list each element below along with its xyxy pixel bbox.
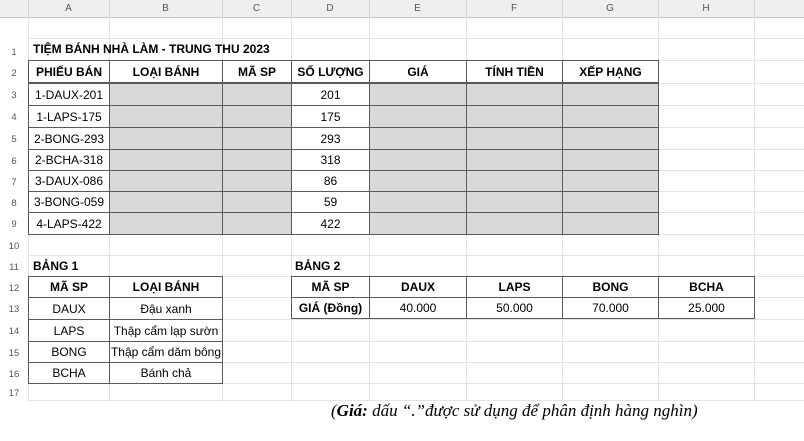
empty-input-cell[interactable] bbox=[466, 149, 563, 171]
select-all-corner[interactable] bbox=[0, 0, 29, 17]
bang2-row-label-gia[interactable]: GIÁ (Đồng) bbox=[291, 297, 370, 319]
phieu-ban-cell[interactable]: 3-DAUX-086 bbox=[28, 170, 110, 192]
bang2-price-bcha[interactable]: 25.000 bbox=[658, 297, 755, 319]
price-note-bold: Giá: bbox=[336, 401, 368, 420]
row-header[interactable]: 16 bbox=[8, 369, 20, 380]
empty-input-cell[interactable] bbox=[562, 127, 659, 150]
sheet-title: TIỆM BÁNH NHÀ LÀM - TRUNG THU 2023 bbox=[33, 42, 270, 56]
row-header[interactable]: 7 bbox=[11, 177, 17, 188]
bang1-header-ma-sp[interactable]: MÃ SP bbox=[28, 276, 110, 298]
empty-input-cell[interactable] bbox=[369, 170, 467, 192]
column-header-e[interactable]: E bbox=[369, 0, 467, 17]
empty-input-cell[interactable] bbox=[109, 149, 223, 171]
bang1-header-loai-banh[interactable]: LOẠI BÁNH bbox=[109, 276, 223, 298]
empty-input-cell[interactable] bbox=[222, 149, 292, 171]
bang1-title: BẢNG 1 bbox=[33, 259, 79, 273]
header-gia[interactable]: GIÁ bbox=[369, 60, 467, 83]
row-header[interactable]: 17 bbox=[8, 388, 20, 399]
row-header[interactable]: 3 bbox=[11, 90, 17, 101]
header-ma-sp[interactable]: MÃ SP bbox=[222, 60, 292, 83]
empty-input-cell[interactable] bbox=[562, 105, 659, 128]
row-header[interactable]: 9 bbox=[11, 219, 17, 230]
header-phieu-ban[interactable]: PHIẾU BÁN bbox=[28, 60, 110, 83]
empty-input-cell[interactable] bbox=[222, 170, 292, 192]
column-header-f[interactable]: F bbox=[466, 0, 563, 17]
empty-input-cell[interactable] bbox=[369, 105, 467, 128]
empty-input-cell[interactable] bbox=[109, 191, 223, 213]
row-header[interactable]: 14 bbox=[8, 326, 20, 337]
empty-input-cell[interactable] bbox=[466, 105, 563, 128]
phieu-ban-cell[interactable]: 2-BCHA-318 bbox=[28, 149, 110, 171]
header-xep-hang[interactable]: XẾP HẠNG bbox=[562, 60, 659, 83]
empty-input-cell[interactable] bbox=[466, 212, 563, 235]
gridline-h bbox=[28, 255, 804, 256]
empty-input-cell[interactable] bbox=[466, 83, 563, 106]
row-header[interactable]: 2 bbox=[11, 68, 17, 79]
column-header-b[interactable]: B bbox=[109, 0, 223, 17]
column-header-c[interactable]: C bbox=[222, 0, 292, 17]
empty-input-cell[interactable] bbox=[109, 83, 223, 106]
gridline-v bbox=[754, 17, 755, 402]
empty-input-cell[interactable] bbox=[109, 105, 223, 128]
column-header-a[interactable]: A bbox=[28, 0, 110, 17]
row-header[interactable]: 4 bbox=[11, 112, 17, 123]
header-loai-banh[interactable]: LOẠI BÁNH bbox=[109, 60, 223, 83]
empty-input-cell[interactable] bbox=[466, 127, 563, 150]
price-note-rest: dấu “.”được sử dụng để phân định hàng nghìn) bbox=[367, 401, 698, 420]
row-header[interactable]: 10 bbox=[8, 241, 20, 252]
empty-input-cell[interactable] bbox=[222, 191, 292, 213]
bang2-header-ma-sp[interactable]: MÃ SP bbox=[291, 276, 370, 298]
bang2-title: BẢNG 2 bbox=[295, 259, 341, 273]
empty-input-cell[interactable] bbox=[562, 191, 659, 213]
bang2-code-daux[interactable]: DAUX bbox=[369, 276, 467, 298]
column-header-g[interactable]: G bbox=[562, 0, 659, 17]
empty-input-cell[interactable] bbox=[466, 170, 563, 192]
bang2-code-bcha[interactable]: BCHA bbox=[658, 276, 755, 298]
empty-input-cell[interactable] bbox=[369, 83, 467, 106]
bang2-price-laps[interactable]: 50.000 bbox=[466, 297, 563, 319]
row-header[interactable]: 12 bbox=[8, 283, 20, 294]
bang2-price-daux[interactable]: 40.000 bbox=[369, 297, 467, 319]
empty-input-cell[interactable] bbox=[222, 127, 292, 150]
bang2-code-laps[interactable]: LAPS bbox=[466, 276, 563, 298]
so-luong-cell[interactable]: 318 bbox=[291, 149, 370, 171]
bang1-ma-sp-cell[interactable]: BCHA bbox=[28, 362, 110, 384]
header-so-luong[interactable]: SỐ LƯỢNG bbox=[291, 60, 370, 83]
empty-input-cell[interactable] bbox=[562, 170, 659, 192]
row-header[interactable]: 8 bbox=[11, 198, 17, 209]
header-tinh-tien[interactable]: TÍNH TIỀN bbox=[466, 60, 563, 83]
empty-input-cell[interactable] bbox=[369, 127, 467, 150]
so-luong-cell[interactable]: 422 bbox=[291, 212, 370, 235]
empty-input-cell[interactable] bbox=[466, 191, 563, 213]
phieu-ban-cell[interactable]: 1-DAUX-201 bbox=[28, 83, 110, 106]
column-header-h[interactable]: H bbox=[658, 0, 755, 17]
column-header-d[interactable]: D bbox=[291, 0, 370, 17]
bang1-loai-banh-cell[interactable]: Bánh chả bbox=[109, 362, 223, 384]
empty-input-cell[interactable] bbox=[369, 149, 467, 171]
price-note bbox=[331, 401, 698, 421]
bang1-loai-banh-cell[interactable]: Thập cẩm dăm bông bbox=[109, 341, 223, 363]
bang1-loai-banh-cell[interactable]: Đậu xanh bbox=[109, 297, 223, 320]
so-luong-cell[interactable]: 293 bbox=[291, 127, 370, 150]
bang1-ma-sp-cell[interactable]: LAPS bbox=[28, 319, 110, 342]
bang2-price-bong[interactable]: 70.000 bbox=[562, 297, 659, 319]
price-note-open: ( bbox=[331, 401, 337, 420]
empty-input-cell[interactable] bbox=[562, 212, 659, 235]
empty-input-cell[interactable] bbox=[369, 212, 467, 235]
empty-input-cell[interactable] bbox=[109, 127, 223, 150]
so-luong-cell[interactable]: 59 bbox=[291, 191, 370, 213]
bang1-loai-banh-cell[interactable]: Thập cẩm lạp sườn bbox=[109, 319, 223, 342]
row-header[interactable]: 13 bbox=[8, 304, 20, 315]
row-header[interactable]: 15 bbox=[8, 348, 20, 359]
empty-input-cell[interactable] bbox=[562, 83, 659, 106]
phieu-ban-cell[interactable]: 3-BONG-059 bbox=[28, 191, 110, 213]
empty-input-cell[interactable] bbox=[222, 105, 292, 128]
empty-input-cell[interactable] bbox=[222, 83, 292, 106]
empty-input-cell[interactable] bbox=[109, 170, 223, 192]
so-luong-cell[interactable]: 86 bbox=[291, 170, 370, 192]
phieu-ban-cell[interactable]: 4-LAPS-422 bbox=[28, 212, 110, 235]
empty-input-cell[interactable] bbox=[222, 212, 292, 235]
empty-input-cell[interactable] bbox=[562, 149, 659, 171]
bang1-ma-sp-cell[interactable]: BONG bbox=[28, 341, 110, 363]
so-luong-cell[interactable]: 201 bbox=[291, 83, 370, 106]
empty-input-cell[interactable] bbox=[109, 212, 223, 235]
bang1-ma-sp-cell[interactable]: DAUX bbox=[28, 297, 110, 320]
phieu-ban-cell[interactable]: 2-BONG-293 bbox=[28, 127, 110, 150]
row-header[interactable]: 1 bbox=[11, 47, 17, 58]
column-header-bar bbox=[0, 0, 804, 18]
bang2-code-bong[interactable]: BONG bbox=[562, 276, 659, 298]
row-header[interactable]: 5 bbox=[11, 134, 17, 145]
phieu-ban-cell[interactable]: 1-LAPS-175 bbox=[28, 105, 110, 128]
row-header[interactable]: 11 bbox=[9, 262, 19, 273]
row-header[interactable]: 6 bbox=[11, 156, 17, 167]
so-luong-cell[interactable]: 175 bbox=[291, 105, 370, 128]
empty-input-cell[interactable] bbox=[369, 191, 467, 213]
